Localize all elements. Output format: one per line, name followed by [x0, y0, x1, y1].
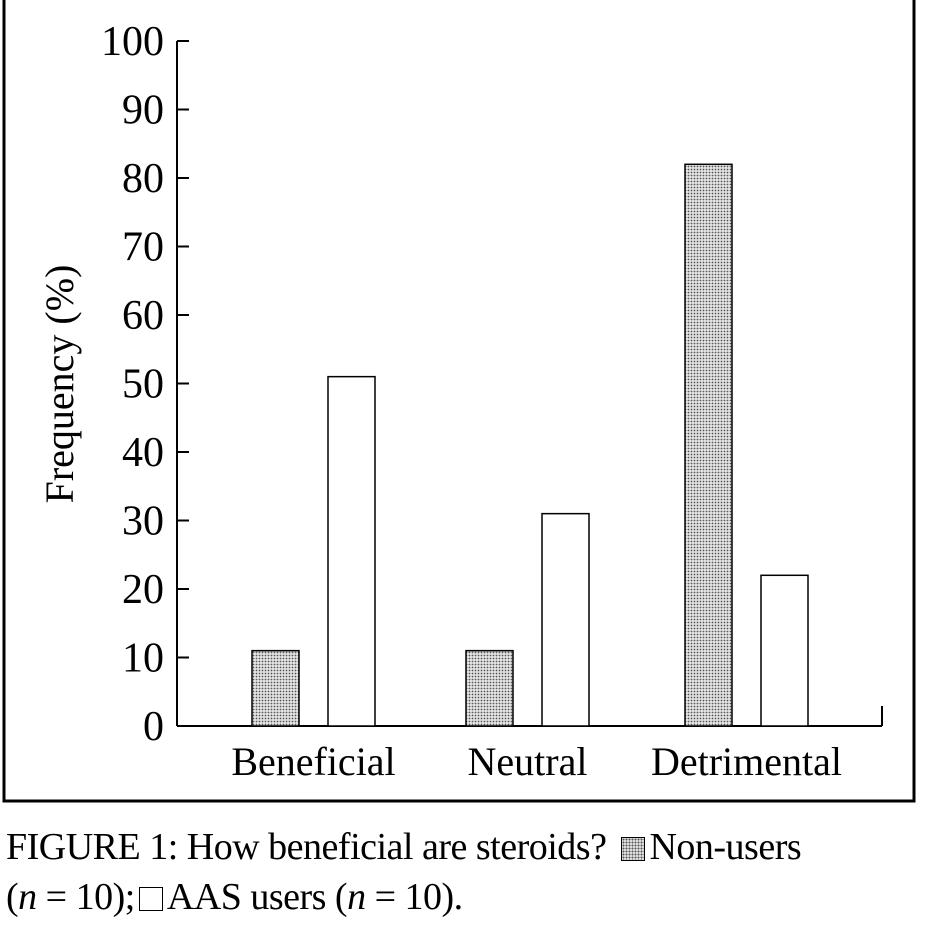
y-tick-label: 90 [122, 87, 164, 134]
legend-nonusers-swatch-icon [621, 837, 645, 861]
x-category-label: Detrimental [650, 739, 843, 784]
bar-beneficial-non-users [252, 651, 299, 726]
caption-n-symbol-2: n [347, 876, 366, 918]
bar-neutral-aas-users [542, 514, 589, 726]
x-category-label: Beneficial [231, 739, 396, 784]
caption-legend-aas: AAS users ( [166, 876, 348, 918]
caption-nonusers-n-open: ( [6, 876, 19, 918]
bar-beneficial-aas-users [328, 377, 375, 726]
x-category-label: Neutral [467, 739, 588, 784]
bar-neutral-non-users [466, 651, 513, 726]
y-tick-label: 30 [122, 498, 164, 545]
y-tick-label: 10 [122, 635, 164, 682]
y-tick-label: 60 [122, 293, 164, 339]
caption-aas-n-close: = 10). [365, 876, 463, 918]
legend-aas-swatch-icon [139, 887, 163, 911]
figure-caption [6, 822, 926, 922]
caption-n-symbol: n [18, 876, 37, 918]
y-tick-label: 80 [122, 156, 164, 202]
bars [252, 164, 808, 726]
y-tick-label: 70 [122, 224, 164, 271]
y-tick-label: 100 [101, 19, 164, 65]
y-tick-label: 40 [122, 430, 164, 476]
y-tick-label: 20 [122, 567, 164, 613]
caption-figure-label: FIGURE 1: [6, 826, 178, 868]
caption-legend-nonusers: Non-users [649, 826, 802, 868]
y-tick-label: 0 [143, 704, 164, 750]
y-tick-label: 50 [122, 361, 164, 408]
y-axis-title: Frequency (%) [37, 264, 82, 504]
bar-detrimental-non-users [685, 164, 732, 726]
caption-question: How beneficial are steroids? [186, 826, 607, 868]
bar-detrimental-aas-users [761, 575, 808, 726]
caption-nonusers-n-close: = 10); [36, 876, 135, 918]
